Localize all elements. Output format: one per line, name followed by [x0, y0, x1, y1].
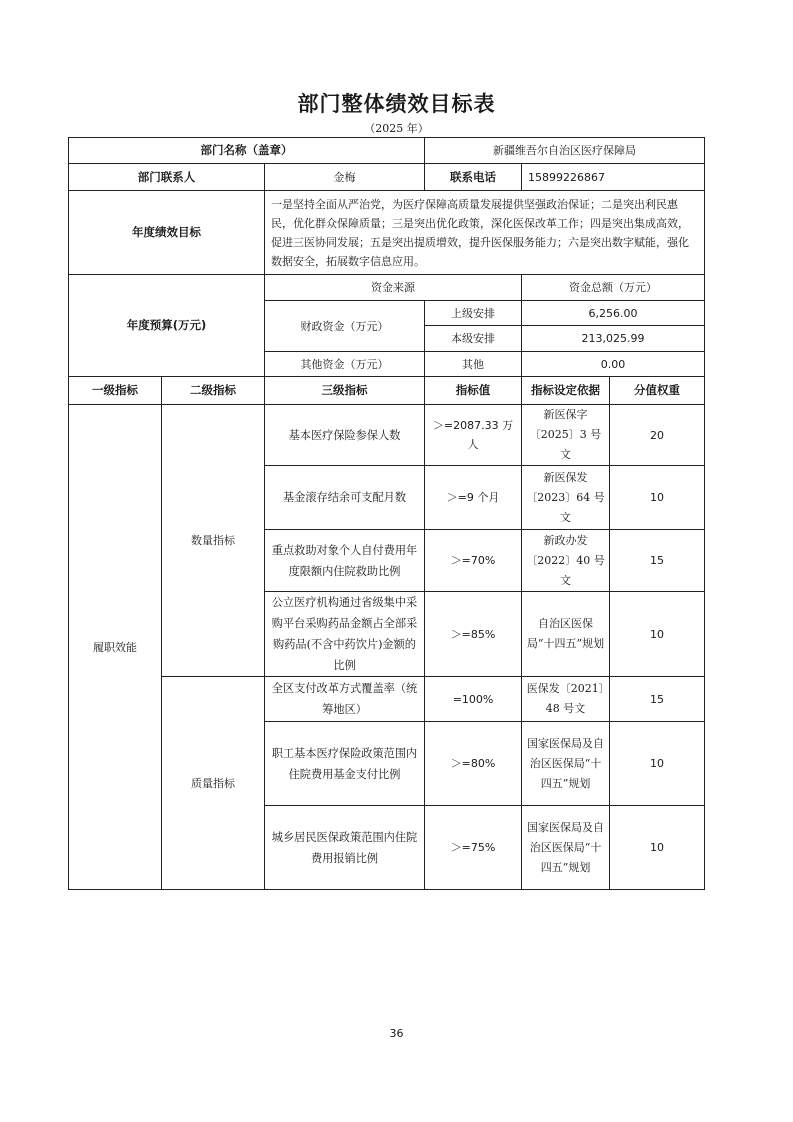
budget-label: 年度预算(万元): [69, 275, 265, 377]
indicator-basis: 国家医保局及自治区医保局“十四五”规划: [522, 806, 610, 890]
contact-label: 部门联系人: [69, 164, 265, 191]
other-funds-sub-label: 其他: [425, 352, 522, 377]
table-row: [69, 405, 705, 466]
local-arrangement-label: 本级安排: [425, 326, 522, 352]
other-funds-value: 0.00: [522, 352, 705, 377]
quality-indicator-group: 质量指标: [162, 677, 265, 890]
indicator-value: ＞=80%: [425, 722, 522, 806]
indicator-weight: 10: [610, 592, 705, 677]
indicator-basis: 新医保发〔2023〕64 号文: [522, 466, 610, 530]
indicator-name: 基本医疗保险参保人数: [265, 405, 425, 466]
indicator-basis: 自治区医保局“十四五”规划: [522, 592, 610, 677]
indicator-weight: 15: [610, 677, 705, 722]
basis-header: 指标设定依据: [522, 377, 610, 405]
budget-source-header: 资金来源: [265, 275, 522, 301]
level3-header: 三级指标: [265, 377, 425, 405]
indicator-value: ＞=75%: [425, 806, 522, 890]
upper-arrangement-value: 6,256.00: [522, 301, 705, 326]
indicator-name: 职工基本医疗保险政策范围内住院费用基金支付比例: [265, 722, 425, 806]
indicator-basis: 国家医保局及自治区医保局“十四五”规划: [522, 722, 610, 806]
upper-arrangement-label: 上级安排: [425, 301, 522, 326]
local-arrangement-value: 213,025.99: [522, 326, 705, 352]
quantity-indicator-group: 数量指标: [162, 405, 265, 677]
value-header: 指标值: [425, 377, 522, 405]
performance-table: [68, 137, 705, 890]
budget-total-header: 资金总额（万元）: [522, 275, 705, 301]
contact-value: 金梅: [265, 164, 425, 191]
dept-name-label: 部门名称（盖章）: [69, 138, 425, 164]
weight-header: 分值权重: [610, 377, 705, 405]
indicator-basis: 新政办发〔2022〕40 号文: [522, 530, 610, 592]
indicator-value: =100%: [425, 677, 522, 722]
fiscal-funds-label: 财政资金（万元）: [265, 301, 425, 352]
phone-value: 15899226867: [522, 164, 705, 191]
indicator-weight: 10: [610, 722, 705, 806]
indicator-weight: 20: [610, 405, 705, 466]
page-title: 部门整体绩效目标表: [297, 92, 496, 116]
year-note: （2025 年）: [364, 122, 429, 135]
table-row: [69, 677, 705, 722]
level1-indicator: 履职效能: [69, 405, 162, 890]
indicator-value: ＞=85%: [425, 592, 522, 677]
dept-name-value: 新疆维吾尔自治区医疗保障局: [425, 138, 705, 164]
indicator-name: 重点救助对象个人自付费用年度限额内住院救助比例: [265, 530, 425, 592]
indicator-value: ＞=70%: [425, 530, 522, 592]
indicator-name: 城乡居民医保政策范围内住院费用报销比例: [265, 806, 425, 890]
indicator-name: 全区支付改革方式覆盖率（统筹地区）: [265, 677, 425, 722]
goal-text: 一是坚持全面从严治党，为医疗保障高质量发展提供坚强政治保证；二是突出利民惠民，优化群众保障质量；三是突出优化政策，深化医保改革工作；四是突出集成高效，促进三医协同发展；五是突出提质增效，提升医保服务能力；六是突出数字赋能，强化数据安全，拓展数字信息应用。: [265, 191, 705, 275]
level2-header: 二级指标: [162, 377, 265, 405]
level1-header: 一级指标: [69, 377, 162, 405]
page-number: 36: [389, 1027, 404, 1040]
indicator-weight: 10: [610, 806, 705, 890]
indicator-weight: 15: [610, 530, 705, 592]
indicator-weight: 10: [610, 466, 705, 530]
indicator-name: 公立医疗机构通过省级集中采购平台采购药品金额占全部采购药品(不含中药饮片)金额的比例: [265, 592, 425, 677]
indicator-value: ＞=2087.33 万人: [425, 405, 522, 466]
phone-label: 联系电话: [425, 164, 522, 191]
indicator-value: ＞=9 个月: [425, 466, 522, 530]
other-funds-label: 其他资金（万元）: [265, 352, 425, 377]
indicator-basis: 医保发〔2021〕48 号文: [522, 677, 610, 722]
indicator-name: 基金滚存结余可支配月数: [265, 466, 425, 530]
indicator-basis: 新医保字〔2025〕3 号文: [522, 405, 610, 466]
goal-label: 年度绩效目标: [69, 191, 265, 275]
